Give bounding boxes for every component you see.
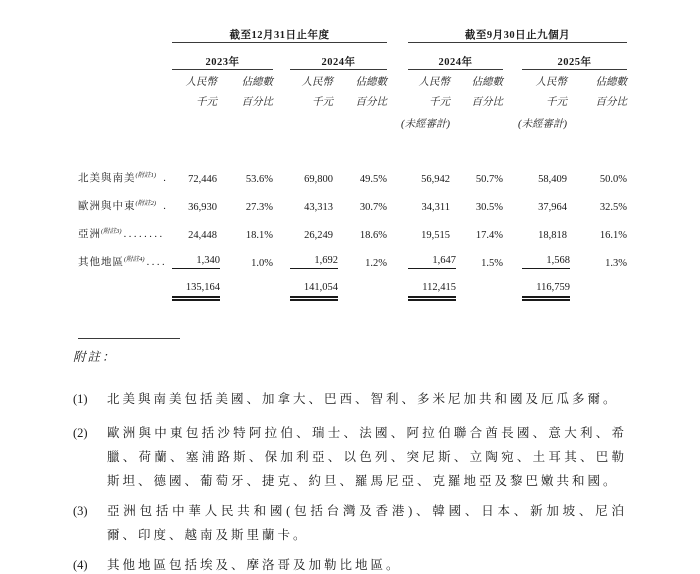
pct-value: 30.7% (359, 202, 387, 213)
col-header-rmb-unit: 千元 (312, 97, 333, 108)
column-header-row (78, 69, 627, 89)
pct-value: 1.2% (365, 258, 387, 269)
footnote-item (73, 499, 627, 547)
region-row-north-south-america (78, 157, 627, 185)
dot-leader: ........ (123, 229, 165, 240)
footnote-text: 亞洲包括中華人民共和國(包括台灣及香港)、韓國、日本、新加坡、尼泊爾、印度、越南及斯里蘭卡。 (107, 504, 627, 542)
footnote-text: 北美與南美包括美國、加拿大、巴西、智利、多米尼加共和國及厄瓜多爾。 (107, 392, 619, 406)
footnote-number: (2) (73, 426, 88, 440)
pct-value: 17.4% (475, 230, 503, 241)
pct-value: 18.1% (245, 230, 273, 241)
col-header-rmb-unit: 千元 (546, 97, 567, 108)
col-header-rmb-unit: 千元 (196, 97, 217, 108)
region-label: 歐洲與中東$^{(附註2)}$ . (78, 200, 169, 212)
col-header-pct-unit: 百分比 (241, 97, 273, 108)
dot-leader: .... (146, 257, 168, 268)
rmb-value: 18,818 (538, 230, 567, 241)
region-row-asia (78, 213, 627, 241)
revenue-by-region-table (78, 25, 627, 301)
footnote-ref: (附註4) (124, 256, 145, 263)
col-header-pct: 佔總數 (355, 77, 387, 88)
period-header-row (78, 25, 627, 42)
rmb-value: 1,647 (408, 241, 450, 269)
total-row (78, 269, 627, 301)
footnotes-heading: 附註： (73, 350, 117, 364)
pct-value: 50.7% (475, 174, 503, 185)
footnote-ref: (附註1) (135, 172, 157, 179)
year-header-row (78, 42, 627, 69)
rmb-value: 1,692 (290, 241, 333, 269)
year-header: 2024年 (408, 42, 503, 69)
footnote-text: 歐洲與中東包括沙特阿拉伯、瑞士、法國、阿拉伯聯合酋長國、意大利、希臘、荷蘭、塞浦路斯、保加利亞、以色列、突尼斯、立陶宛、土耳其、巴勒斯坦、德國、葡萄牙、捷克、約旦、羅馬尼亞、克羅地亞及黎巴嫩共和國。 (107, 426, 627, 488)
pct-value: 16.1% (599, 230, 628, 241)
rmb-value: 56,942 (421, 174, 450, 185)
unaudited-label: (未經審計) (518, 119, 567, 130)
col-header-pct-unit: 百分比 (595, 97, 628, 108)
rmb-value: 37,964 (538, 202, 567, 213)
region-label: 北美與南美$^{(附註1)}$ . (78, 172, 169, 184)
footnote-item (73, 421, 627, 493)
year-header: 2024年 (290, 42, 387, 69)
col-header-pct: 佔總數 (241, 77, 273, 88)
pct-value: 1.3% (605, 258, 628, 269)
rmb-value: 69,800 (304, 174, 333, 185)
column-unit-row (78, 89, 627, 109)
total-rmb-value: 112,415 (408, 269, 450, 301)
period-header-9m: 截至9月30日止九個月 (408, 25, 627, 42)
region-label: 亞洲$^{(附註3)}$ ........ (78, 228, 165, 240)
pct-value: 53.6% (245, 174, 273, 185)
total-rmb-value: 141,054 (290, 269, 333, 301)
rmb-value: 36,930 (188, 202, 217, 213)
pct-value: 1.5% (481, 258, 503, 269)
footnote-item (73, 387, 627, 411)
region-row-other (78, 241, 627, 269)
col-header-pct-unit: 百分比 (355, 97, 387, 108)
pct-value: 32.5% (599, 202, 628, 213)
dot-leader: . (158, 201, 169, 212)
rmb-value: 72,446 (188, 174, 217, 185)
pct-value: 18.6% (359, 230, 387, 241)
rmb-value: 58,409 (538, 174, 567, 185)
rmb-value: 1,340 (172, 241, 217, 269)
pct-value: 50.0% (599, 174, 628, 185)
col-header-pct: 佔總數 (471, 77, 503, 88)
spacer-row (78, 131, 627, 157)
total-rmb-value: 135,164 (172, 269, 217, 301)
col-header-rmb: 人民幣 (301, 77, 333, 88)
footnote-text: 其他地區包括埃及、摩洛哥及加勒比地區。 (107, 558, 402, 572)
col-header-rmb-unit: 千元 (429, 97, 450, 108)
rmb-value: 19,515 (421, 230, 450, 241)
unaudited-row (78, 109, 627, 131)
footnote-ref: (附註2) (135, 200, 157, 207)
pct-value: 30.5% (475, 202, 503, 213)
footnote-number: (3) (73, 504, 88, 518)
region-row-europe-middle-east (78, 185, 627, 213)
pct-value: 27.3% (245, 202, 273, 213)
rmb-value: 24,448 (188, 230, 217, 241)
col-header-pct: 佔總數 (595, 77, 628, 88)
period-header-fy: 截至12月31日止年度 (172, 25, 387, 42)
footnote-item (73, 553, 627, 574)
col-header-rmb: 人民幣 (418, 77, 450, 88)
footnote-number: (1) (73, 392, 88, 406)
col-header-pct-unit: 百分比 (471, 97, 503, 108)
col-header-rmb: 人民幣 (185, 77, 217, 88)
rmb-value: 1,568 (522, 241, 567, 269)
footnote-number: (4) (73, 558, 88, 572)
rmb-value: 34,311 (421, 202, 450, 213)
dot-leader: . (158, 173, 169, 184)
unaudited-label: (未經審計) (401, 119, 450, 130)
pct-value: 1.0% (251, 258, 273, 269)
year-header: 2023年 (172, 42, 273, 69)
total-rmb-value: 116,759 (522, 269, 567, 301)
rmb-value: 26,249 (304, 230, 333, 241)
region-label: 其他地區$^{(附註4)}$ .... (78, 256, 168, 268)
year-header: 2025年 (522, 42, 627, 69)
footnote-ref: (附註3) (101, 228, 122, 235)
pct-value: 49.5% (359, 174, 387, 185)
col-header-rmb: 人民幣 (535, 77, 567, 88)
footnotes-section (73, 338, 627, 574)
footnote-separator (78, 338, 180, 339)
rmb-value: 43,313 (304, 202, 333, 213)
